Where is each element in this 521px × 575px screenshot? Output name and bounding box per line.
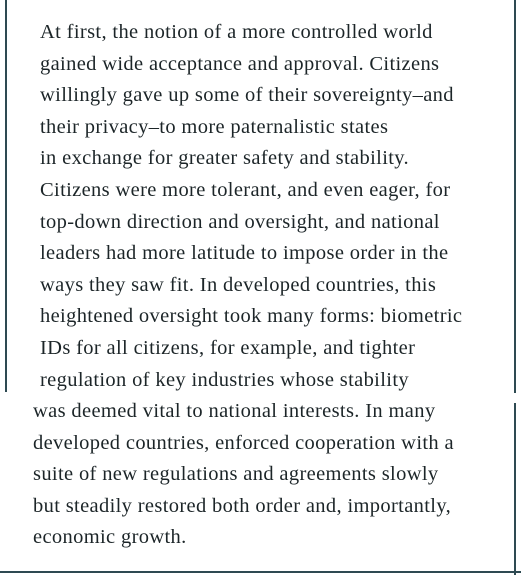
- text-line: gained wide acceptance and approval. Citizens: [40, 52, 440, 75]
- text-line: ways they saw fit. In developed countries, this: [40, 273, 437, 296]
- text-line: IDs for all citizens, for example, and tighter: [40, 336, 416, 359]
- text-line: but steadily restored both order and, importantly,: [33, 494, 452, 517]
- text-line: willingly gave up some of their sovereignty–and: [40, 84, 454, 107]
- text-line: At first, the notion of a more controlled world: [40, 21, 433, 43]
- frame-border-bottom: [0, 571, 521, 573]
- frame-border-right: [514, 0, 516, 575]
- text-line: top-down direction and oversight, and national: [40, 210, 440, 233]
- text-line: economic growth.: [33, 526, 187, 549]
- text-line: leaders had more latitude to impose order in the: [40, 242, 449, 265]
- paragraph-top: [40, 17, 462, 396]
- text-line: their privacy–to more paternalistic states: [40, 115, 389, 138]
- text-line: suite of new regulations and agreements slowly: [33, 463, 439, 486]
- text-line: regulation of key industries whose stability: [40, 368, 409, 391]
- text-line: heightened oversight took many forms: biometric: [40, 305, 463, 328]
- frame-border-gap: [509, 393, 518, 403]
- text-line: was deemed vital to national interests. In many: [33, 400, 436, 422]
- frame-border-left: [5, 0, 7, 392]
- text-line: developed countries, enforced cooperation with a: [33, 431, 454, 454]
- paragraph-bottom: [33, 396, 454, 554]
- text-line: in exchange for greater safety and stability.: [40, 147, 410, 170]
- text-line: Citizens were more tolerant, and even eager, for: [40, 178, 451, 201]
